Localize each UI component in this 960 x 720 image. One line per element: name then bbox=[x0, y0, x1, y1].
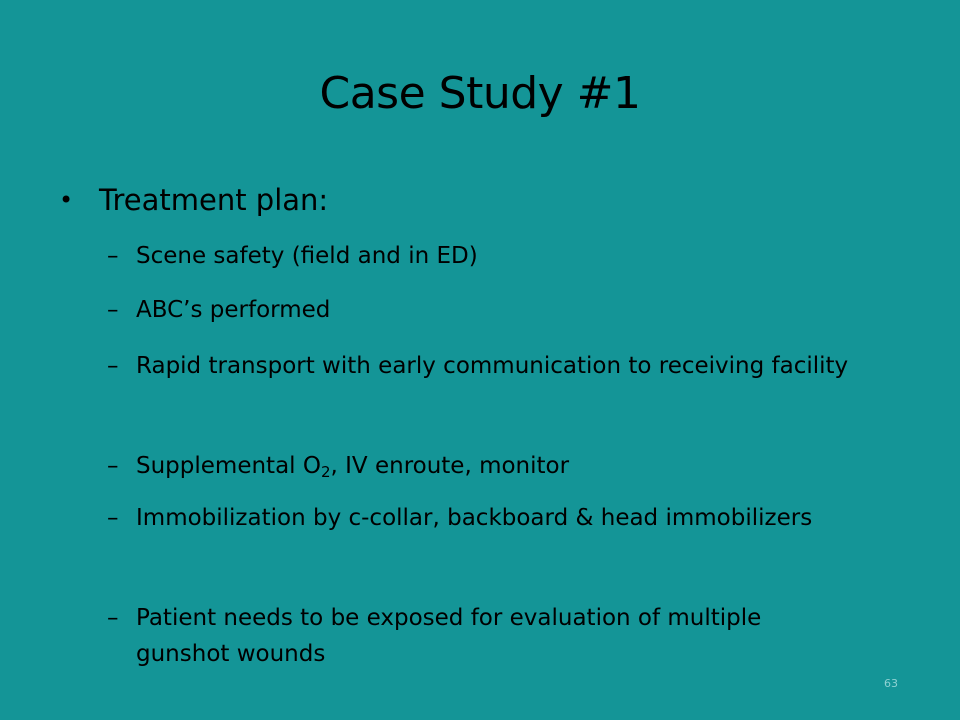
list-item-text: ABC’s performed bbox=[136, 297, 331, 323]
list-item-text: Immobilization by c-collar, backboard & head immobilizers bbox=[136, 505, 813, 531]
dash-bullet: – bbox=[107, 505, 119, 531]
bullet-dot: • bbox=[59, 186, 74, 214]
list-item-text: Rapid transport with early communication to receiving facility bbox=[136, 353, 849, 379]
dash-bullet: – bbox=[107, 297, 119, 323]
dash-bullet: – bbox=[107, 353, 119, 379]
list-item-text-part: Supplemental O bbox=[136, 453, 321, 479]
list-item-text-part: , IV enroute, monitor bbox=[330, 453, 570, 479]
dash-bullet: – bbox=[107, 453, 119, 479]
slide-title: Case Study #1 bbox=[319, 68, 641, 119]
list-item-text bbox=[136, 448, 851, 484]
subscript: 2 bbox=[320, 463, 331, 481]
main-bullet-text: Treatment plan: bbox=[99, 183, 329, 217]
page-number: 63 bbox=[884, 677, 898, 690]
dash-bullet: – bbox=[107, 605, 119, 631]
dash-bullet: – bbox=[107, 243, 119, 269]
list-item-text: Scene safety (field and in ED) bbox=[136, 243, 478, 269]
list-item-text: Patient needs to be exposed for evaluation of multiple gunshot wounds bbox=[136, 605, 762, 667]
